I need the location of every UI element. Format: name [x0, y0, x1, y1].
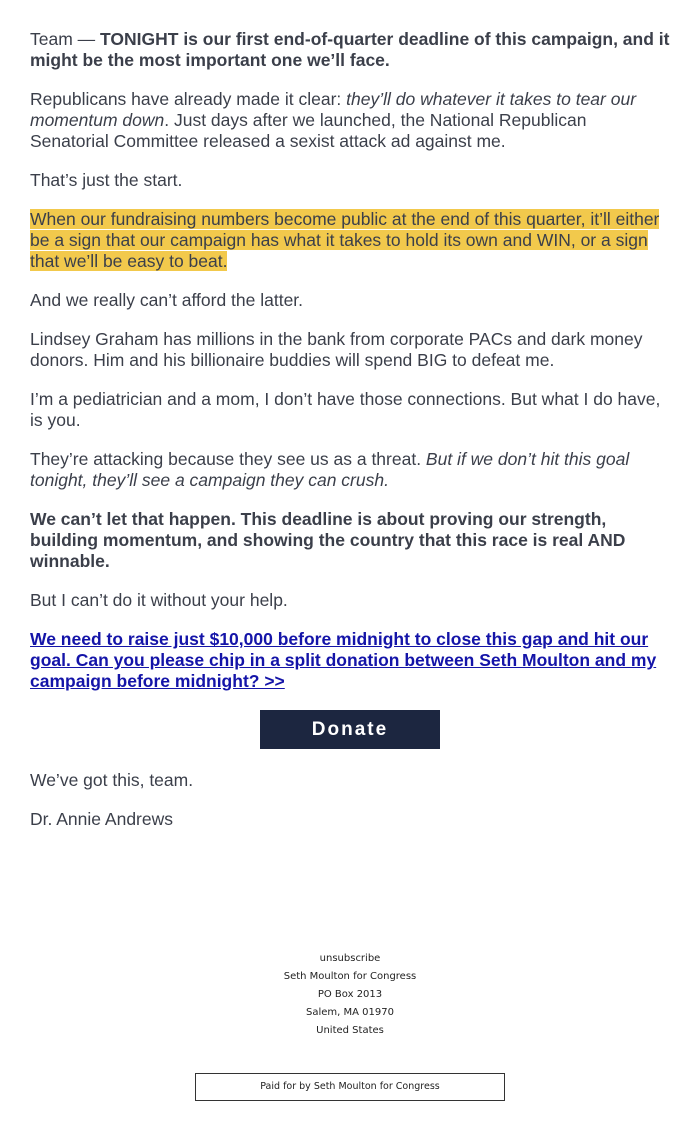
footer	[0, 950, 700, 1040]
republicans-text: Republicans have already made it clear:	[30, 89, 347, 109]
donation-ask-link[interactable]: We need to raise just $10,000 before midnight to close this gap and hit our goal. Can you please chip in a split donation between Seth Moulton and my campaign before midnight? >>	[30, 629, 657, 691]
ask-paragraph	[30, 629, 670, 692]
paid-for-disclaimer: Paid for by Seth Moulton for Congress	[195, 1073, 505, 1101]
start-paragraph: That’s just the start.	[30, 170, 183, 190]
donate-button[interactable]: Donate	[260, 710, 440, 749]
closing-line: We’ve got this, team.	[30, 770, 194, 790]
highlighted-paragraph	[30, 209, 670, 272]
cant-let-paragraph: We can’t let that happen. This deadline is about proving our strength, building momentum, and showing the country that this race is real AND winnable.	[30, 509, 626, 571]
footer-country: United States	[316, 1025, 384, 1036]
unsubscribe-link[interactable]: unsubscribe	[319, 953, 381, 964]
threat-text: They’re attacking because they see us as a threat.	[30, 449, 426, 469]
greeting: Team —	[30, 29, 101, 49]
help-paragraph: But I can’t do it without your help.	[30, 590, 288, 610]
intro-paragraph	[30, 29, 670, 71]
footer-org: Seth Moulton for Congress	[283, 971, 417, 982]
republicans-paragraph	[30, 89, 670, 152]
email-body	[30, 29, 670, 848]
signature: Dr. Annie Andrews	[30, 809, 173, 829]
donate-button-container	[30, 710, 670, 749]
highlighted-text: When our fundraising numbers become public at the end of this quarter, it’ll either be a sign that our campaign has what it takes to hold its own and WIN, or a sign that we’ll be easy to beat.	[30, 209, 660, 271]
deadline-headline: TONIGHT is our first end-of-quarter deadline of this campaign, and it might be the most important one we’ll face.	[30, 29, 670, 70]
pediatrician-paragraph: I’m a pediatrician and a mom, I don’t have those connections. But what I do have, is you.	[30, 389, 661, 430]
footer-city: Salem, MA 01970	[306, 1007, 394, 1018]
footer-po-box: PO Box 2013	[317, 989, 383, 1000]
republicans-text-2: . Just days after we launched, the National Republican Senatorial Committee released a sexist attack ad against me.	[30, 110, 587, 151]
latter-paragraph: And we really can’t afford the latter.	[30, 290, 304, 310]
republicans-italic: they’ll do whatever it takes to tear our momentum down	[30, 89, 637, 130]
threat-italic: But if we don’t hit this goal tonight, they’ll see a campaign they can crush.	[30, 449, 630, 490]
graham-paragraph: Lindsey Graham has millions in the bank from corporate PACs and dark money donors. Him and his billionaire buddies will spend BIG to defeat me.	[30, 329, 643, 370]
threat-paragraph	[30, 449, 670, 491]
